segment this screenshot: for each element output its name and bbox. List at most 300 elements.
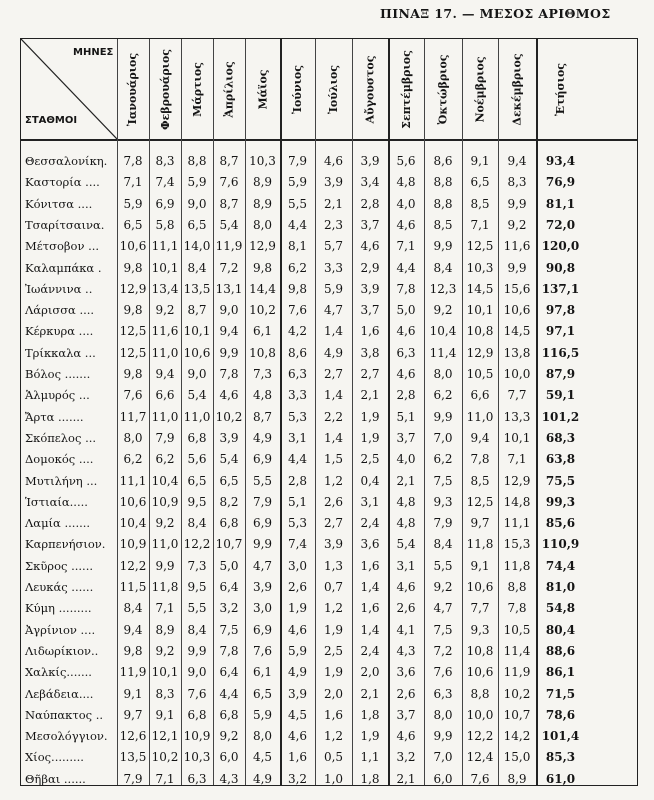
corner-label-months: ΜΗΝΕΣ <box>73 47 114 58</box>
table-cell: 10,2 <box>151 750 179 765</box>
column-header-label: Αὔγουστος <box>363 55 377 123</box>
table-cell: 3,9 <box>323 175 344 190</box>
table-cell: 7,8 <box>470 452 490 467</box>
table-cell: 90,8 <box>545 260 576 275</box>
table-cell: 8,0 <box>252 729 273 744</box>
table-row <box>21 684 637 705</box>
table-cell: 4,3 <box>396 643 416 658</box>
table-cell: 5,9 <box>323 281 344 296</box>
table-row <box>21 343 637 364</box>
table-cell: 5,4 <box>396 537 416 552</box>
table-row <box>21 513 637 534</box>
table-cell: 10,6 <box>119 239 147 254</box>
table-cell: 7,8 <box>219 643 239 658</box>
table-cell: 11,4 <box>503 643 531 658</box>
table-cell: 5,3 <box>287 516 308 531</box>
table-cell: 3,9 <box>219 430 239 445</box>
table-cell: 4,9 <box>287 665 308 680</box>
table-cell: 11,0 <box>151 537 179 552</box>
table-cell: 8,5 <box>470 196 490 211</box>
table-cell: 2,4 <box>360 643 380 658</box>
table-cell: 12,6 <box>119 729 147 744</box>
table-row <box>21 236 637 257</box>
table-cell: 6,3 <box>396 345 416 360</box>
station-name: Ἰωάννινα .. <box>25 281 93 296</box>
table-cell: 4,0 <box>396 452 416 467</box>
table-cell: 7,9 <box>433 516 453 531</box>
table-cell: 10,8 <box>466 324 494 339</box>
table-cell: 4,6 <box>219 388 239 403</box>
column-header <box>149 39 181 139</box>
station-name: Λεβάδεια.... <box>25 686 94 701</box>
table-cell: 6,5 <box>187 473 207 488</box>
table-row <box>21 534 637 555</box>
table-cell: 9,2 <box>433 580 453 594</box>
station-name: Θεσσαλονίκη. <box>25 154 108 168</box>
table-cell: 3,8 <box>360 345 380 360</box>
table-cell: 7,8 <box>396 281 416 296</box>
table-cell: 13,4 <box>151 281 179 296</box>
station-name: Κέρκυρα .... <box>25 324 94 339</box>
table-cell: 9,2 <box>155 303 175 318</box>
table-cell: 1,2 <box>323 729 344 744</box>
table-cell: 6,2 <box>433 388 453 403</box>
column-header <box>388 39 424 139</box>
table-cell: 10,9 <box>119 537 147 552</box>
table-cell: 9,1 <box>470 154 490 168</box>
table-cell: 5,5 <box>187 601 207 616</box>
table-cell: 6,3 <box>187 771 207 786</box>
table-cell: 8,5 <box>470 473 490 488</box>
table-cell: 9,2 <box>155 643 175 658</box>
table-cell: 3,2 <box>219 601 239 616</box>
table-cell: 2,1 <box>323 196 344 211</box>
table-cell: 6,9 <box>252 516 273 531</box>
station-name: Βόλος ....... <box>25 367 91 381</box>
table-cell: 3,7 <box>360 217 380 232</box>
table-cell: 4,7 <box>433 601 453 616</box>
table-cell: 6,0 <box>219 750 239 765</box>
column-header-label: Μάρτιος <box>190 61 204 117</box>
table-cell: 7,8 <box>123 154 143 168</box>
table-cell: 3,9 <box>360 281 380 296</box>
table-cell: 9,2 <box>433 303 453 318</box>
table-cell: 4,8 <box>396 516 416 531</box>
table-cell: 7,1 <box>155 771 175 786</box>
table-cell: 6,2 <box>433 452 453 467</box>
table-cell: 10,1 <box>151 665 179 680</box>
column-header <box>280 39 315 139</box>
table-cell: 8,4 <box>187 516 207 531</box>
table-cell: 137,1 <box>541 281 580 296</box>
table-cell: 1,6 <box>360 558 380 573</box>
table-cell: 14,8 <box>503 494 531 509</box>
table-cell: 1,6 <box>360 601 380 616</box>
table-cell: 14,0 <box>183 239 211 254</box>
table-cell: 0,4 <box>360 473 380 488</box>
table-cell: 1,9 <box>323 665 344 680</box>
column-header <box>245 39 280 139</box>
table-cell: 5,5 <box>287 196 308 211</box>
table-cell: 3,4 <box>360 175 380 190</box>
table-cell: 11,6 <box>151 324 179 339</box>
table-cell: 9,4 <box>123 622 143 637</box>
table-cell: 1,4 <box>323 430 344 445</box>
table-cell: 4,7 <box>323 303 344 318</box>
table-cell: 5,0 <box>219 558 239 573</box>
table-cell: 12,2 <box>119 558 147 573</box>
column-header-label: Μάϊος <box>256 69 269 109</box>
table-cell: 6,5 <box>187 217 207 232</box>
table-row <box>21 620 637 641</box>
table-cell: 11,6 <box>503 239 531 254</box>
table-cell: 6,4 <box>219 580 239 594</box>
table-cell: 5,9 <box>187 175 207 190</box>
table-cell: 6,3 <box>287 367 308 381</box>
table-cell: 8,8 <box>507 580 527 594</box>
column-header-label: Νοέμβριος <box>473 55 487 123</box>
table-cell: 5,8 <box>155 217 175 232</box>
table-cell: 3,1 <box>287 430 308 445</box>
table-cell: 6,9 <box>155 196 175 211</box>
table-cell: 11,5 <box>119 580 147 594</box>
table-cell: 12,3 <box>429 281 457 296</box>
table-cell: 3,9 <box>287 686 308 701</box>
table-cell: 13,5 <box>119 750 147 765</box>
table-cell: 10,1 <box>466 303 494 318</box>
table-cell: 14,2 <box>503 729 531 744</box>
table-cell: 1,4 <box>360 622 380 637</box>
table-cell: 14,5 <box>466 281 494 296</box>
table-cell: 87,9 <box>545 367 576 381</box>
station-name: Θῆβαι ...... <box>25 771 86 786</box>
table-row <box>21 577 637 598</box>
table-cell: 85,3 <box>545 750 576 765</box>
table-cell: 3,0 <box>287 558 308 573</box>
station-name: Ἱστιαία..... <box>25 494 88 509</box>
table-cell: 11,0 <box>151 409 179 424</box>
table-cell: 9,8 <box>123 643 143 658</box>
table-cell: 11,8 <box>466 537 494 552</box>
table-cell: 9,0 <box>219 303 239 318</box>
station-name: Καρπενήσιον. <box>25 537 106 552</box>
table-cell: 11,9 <box>503 665 531 680</box>
table-cell: 86,1 <box>545 665 576 680</box>
table-cell: 63,8 <box>545 452 576 467</box>
table-cell: 8,9 <box>252 175 273 190</box>
table-cell: 4,1 <box>396 622 416 637</box>
table-cell: 6,9 <box>252 452 273 467</box>
table-cell: 2,6 <box>323 494 344 509</box>
table-cell: 1,9 <box>360 430 380 445</box>
table-cell: 3,9 <box>252 580 273 594</box>
table-cell: 9,0 <box>187 196 207 211</box>
table-cell: 6,4 <box>219 665 239 680</box>
station-name: Χίος......... <box>25 750 84 765</box>
table-cell: 7,7 <box>507 388 527 403</box>
station-name: Κύμη ......... <box>25 601 92 616</box>
table-cell: 10,2 <box>503 686 531 701</box>
table-cell: 97,8 <box>545 303 576 318</box>
table-cell: 2,7 <box>323 367 344 381</box>
table-cell: 8,4 <box>433 537 453 552</box>
table-cell: 9,2 <box>219 729 239 744</box>
table-cell: 8,6 <box>287 345 308 360</box>
column-header-label: Σεπτέμβριος <box>399 49 413 129</box>
table-cell: 13,5 <box>183 281 211 296</box>
table-cell: 12,5 <box>119 345 147 360</box>
table-cell: 9,7 <box>123 707 143 722</box>
table-cell: 1,4 <box>360 580 380 594</box>
table-cell: 11,9 <box>119 665 147 680</box>
table-cell: 61,0 <box>545 771 576 786</box>
table-cell: 5,4 <box>219 217 239 232</box>
table-cell: 4,8 <box>252 388 273 403</box>
table-cell: 8,3 <box>155 154 175 168</box>
table-cell: 9,1 <box>470 558 490 573</box>
station-name: Λιδωρίκιον.. <box>25 643 99 658</box>
table-row <box>21 215 637 236</box>
column-header <box>117 39 149 139</box>
table-cell: 8,9 <box>155 622 175 637</box>
table-cell: 8,8 <box>470 686 490 701</box>
table-cell: 116,5 <box>541 345 580 360</box>
table-cell: 14,4 <box>249 281 276 296</box>
table-cell: 4,6 <box>287 622 308 637</box>
table-cell: 15,0 <box>503 750 531 765</box>
table-cell: 9,8 <box>287 281 308 296</box>
table-cell: 6,5 <box>252 686 273 701</box>
table-cell: 5,4 <box>187 388 207 403</box>
table-cell: 74,4 <box>545 558 576 573</box>
table-cell: 6,8 <box>219 707 239 722</box>
table-cell: 8,9 <box>507 771 527 786</box>
table-cell: 8,5 <box>433 217 453 232</box>
table-cell: 68,3 <box>545 430 576 445</box>
table-cell: 3,2 <box>287 771 308 786</box>
table-cell: 7,4 <box>287 537 308 552</box>
table-cell: 8,2 <box>219 494 239 509</box>
table-cell: 10,3 <box>183 750 211 765</box>
table-cell: 2,8 <box>396 388 416 403</box>
table-cell: 9,7 <box>470 516 490 531</box>
table-cell: 3,0 <box>252 601 273 616</box>
table-cell: 1,2 <box>323 601 344 616</box>
station-name: Δομοκός .... <box>25 452 94 467</box>
table-cell: 7,5 <box>219 622 239 637</box>
table-cell: 1,6 <box>323 707 344 722</box>
table-cell: 9,3 <box>433 494 453 509</box>
table-row <box>21 641 637 662</box>
table-row <box>21 598 637 619</box>
table-cell: 5,1 <box>396 409 416 424</box>
table-cell: 3,3 <box>287 388 308 403</box>
table-cell: 11,0 <box>466 409 494 424</box>
table-cell: 7,6 <box>252 643 273 658</box>
station-name: Χαλκίς....... <box>25 665 92 680</box>
table-cell: 7,6 <box>123 388 143 403</box>
table-cell: 80,4 <box>545 622 576 637</box>
table-cell: 3,7 <box>360 303 380 318</box>
table-cell: 11,8 <box>503 558 531 573</box>
column-header-label: Ἐτήσιος <box>554 62 567 116</box>
data-table <box>20 38 638 786</box>
table-cell: 12,9 <box>249 239 276 254</box>
table-cell: 12,9 <box>119 281 147 296</box>
table-cell: 9,5 <box>187 494 207 509</box>
table-cell: 59,1 <box>545 388 576 403</box>
table-cell: 8,3 <box>155 686 175 701</box>
table-cell: 11,0 <box>183 409 211 424</box>
table-cell: 10,4 <box>151 473 179 488</box>
table-cell: 7,1 <box>507 452 527 467</box>
table-cell: 1,4 <box>323 324 344 339</box>
column-header-label: Ὀκτώβριος <box>436 53 450 125</box>
table-cell: 54,8 <box>545 601 576 616</box>
table-cell: 93,4 <box>545 154 576 168</box>
table-cell: 6,6 <box>155 388 175 403</box>
table-cell: 7,0 <box>433 430 453 445</box>
table-cell: 5,3 <box>287 409 308 424</box>
table-cell: 5,7 <box>323 239 344 254</box>
table-cell: 12,4 <box>466 750 494 765</box>
table-cell: 7,3 <box>187 558 207 573</box>
table-cell: 4,6 <box>396 324 416 339</box>
table-cell: 9,4 <box>470 430 490 445</box>
table-cell: 12,2 <box>466 729 494 744</box>
table-cell: 10,2 <box>249 303 276 318</box>
table-row <box>21 705 637 726</box>
table-row <box>21 172 637 193</box>
table-cell: 8,0 <box>252 217 273 232</box>
table-cell: 10,1 <box>183 324 211 339</box>
table-cell: 7,9 <box>252 494 273 509</box>
column-header <box>213 39 245 139</box>
table-cell: 7,1 <box>123 175 143 190</box>
table-cell: 6,0 <box>433 771 453 786</box>
table-cell: 7,9 <box>155 430 175 445</box>
table-row <box>21 151 637 172</box>
table-cell: 13,3 <box>503 409 531 424</box>
table-cell: 7,6 <box>433 665 453 680</box>
table-row <box>21 279 637 300</box>
table-cell: 71,5 <box>545 686 576 701</box>
table-cell: 6,5 <box>470 175 490 190</box>
table-cell: 9,4 <box>219 324 239 339</box>
table-cell: 11,1 <box>503 516 531 531</box>
table-cell: 3,6 <box>360 537 380 552</box>
table-cell: 4,5 <box>252 750 273 765</box>
column-header-label: Δεκέμβριος <box>510 52 524 126</box>
table-cell: 72,0 <box>545 217 576 232</box>
table-cell: 2,0 <box>360 665 380 680</box>
table-cell: 10,6 <box>119 494 147 509</box>
table-cell: 78,6 <box>545 707 576 722</box>
table-cell: 8,7 <box>187 303 207 318</box>
table-cell: 9,4 <box>507 154 527 168</box>
table-row <box>21 258 637 279</box>
table-cell: 1,6 <box>287 750 308 765</box>
table-row <box>21 385 637 406</box>
table-cell: 2,0 <box>323 686 344 701</box>
table-cell: 10,7 <box>215 537 243 552</box>
table-cell: 4,6 <box>396 367 416 381</box>
table-cell: 2,6 <box>396 686 416 701</box>
table-cell: 4,0 <box>396 196 416 211</box>
table-cell: 11,8 <box>151 580 179 594</box>
station-name: Ναύπακτος .. <box>25 707 104 722</box>
table-cell: 1,9 <box>287 601 308 616</box>
table-cell: 11,7 <box>119 409 147 424</box>
table-cell: 7,6 <box>219 175 239 190</box>
table-cell: 7,4 <box>155 175 175 190</box>
table-cell: 12,1 <box>151 729 179 744</box>
table-cell: 7,1 <box>470 217 490 232</box>
station-name: Κόνιτσα .... <box>25 196 93 211</box>
table-cell: 9,9 <box>155 558 175 573</box>
table-cell: 4,3 <box>219 771 239 786</box>
table-cell: 7,8 <box>507 601 527 616</box>
table-cell: 10,6 <box>183 345 211 360</box>
column-header <box>315 39 352 139</box>
table-cell: 6,6 <box>470 388 490 403</box>
table-cell: 10,4 <box>429 324 457 339</box>
table-cell: 7,7 <box>470 601 490 616</box>
table-cell: 8,8 <box>433 196 453 211</box>
table-cell: 5,9 <box>252 707 273 722</box>
table-cell: 10,2 <box>215 409 243 424</box>
table-cell: 11,1 <box>119 473 147 488</box>
table-cell: 2,1 <box>360 388 380 403</box>
table-cell: 11,9 <box>215 239 243 254</box>
table-cell: 6,2 <box>123 452 143 467</box>
table-cell: 1,5 <box>323 452 344 467</box>
table-cell: 110,9 <box>541 537 580 552</box>
table-cell: 9,9 <box>252 537 273 552</box>
table-cell: 9,4 <box>155 367 175 381</box>
table-cell: 10,8 <box>249 345 276 360</box>
table-cell: 2,7 <box>360 367 380 381</box>
table-cell: 8,9 <box>252 196 273 211</box>
table-cell: 10,9 <box>151 494 179 509</box>
table-cell: 12,5 <box>466 494 494 509</box>
table-cell: 4,4 <box>219 686 239 701</box>
table-cell: 8,7 <box>252 409 273 424</box>
table-cell: 4,4 <box>287 217 308 232</box>
table-cell: 8,3 <box>507 175 527 190</box>
table-cell: 5,1 <box>287 494 308 509</box>
table-cell: 12,5 <box>466 239 494 254</box>
table-cell: 6,3 <box>433 686 453 701</box>
table-cell: 6,1 <box>252 665 273 680</box>
table-cell: 8,0 <box>123 430 143 445</box>
table-cell: 2,4 <box>360 516 380 531</box>
table-cell: 8,4 <box>433 260 453 275</box>
table-cell: 2,6 <box>287 580 308 594</box>
table-cell: 8,0 <box>433 707 453 722</box>
table-cell: 5,5 <box>252 473 273 488</box>
table-cell: 4,7 <box>252 558 273 573</box>
table-cell: 85,6 <box>545 516 576 531</box>
table-cell: 1,2 <box>323 473 344 488</box>
table-cell: 3,7 <box>396 707 416 722</box>
table-cell: 6,9 <box>252 622 273 637</box>
table-cell: 6,5 <box>219 473 239 488</box>
table-cell: 10,8 <box>466 643 494 658</box>
table-row <box>21 471 637 492</box>
table-cell: 101,2 <box>541 409 580 424</box>
table-cell: 9,0 <box>187 367 207 381</box>
